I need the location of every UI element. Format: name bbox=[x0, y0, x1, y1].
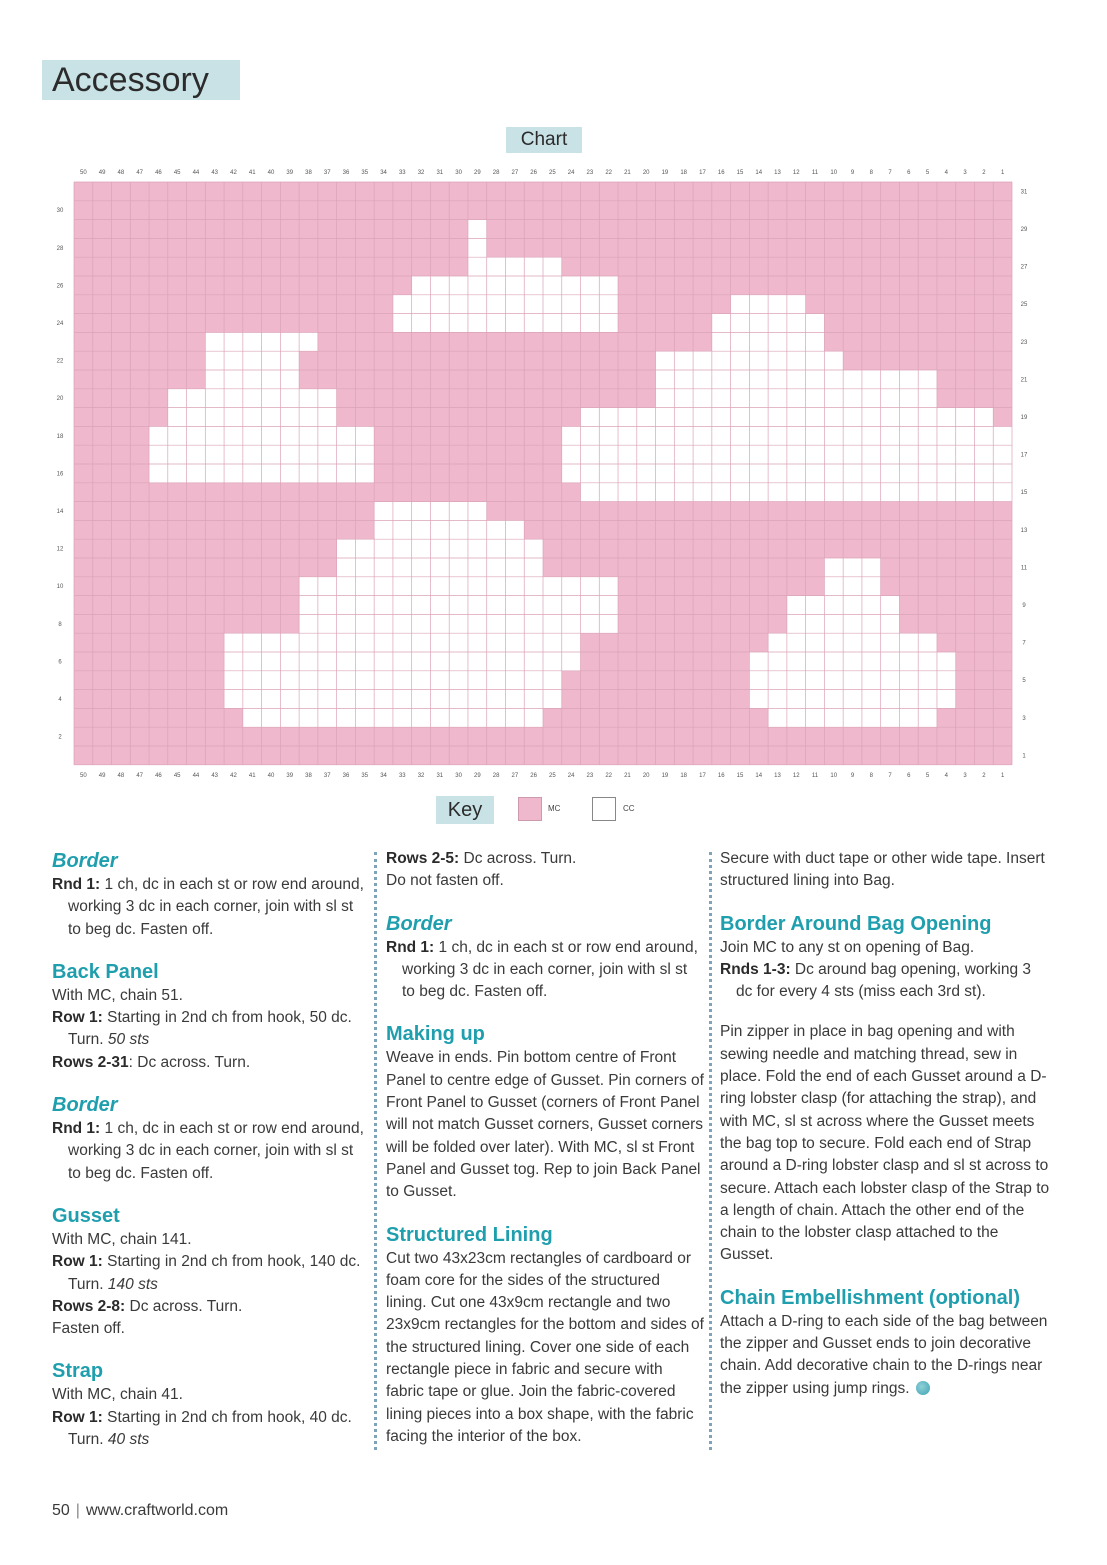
column-number: 42 bbox=[230, 170, 237, 176]
instruction: Rnds 1-3: Dc around bag opening, working 3 dc for every 4 sts (miss each 3rd st). bbox=[720, 960, 1032, 1001]
column-number: 13 bbox=[774, 170, 781, 176]
row-number: 9 bbox=[1022, 603, 1026, 609]
column-number: 24 bbox=[567, 772, 575, 779]
column-number: 46 bbox=[155, 772, 162, 779]
heading-border: Border bbox=[386, 912, 452, 935]
row-number: 24 bbox=[56, 321, 64, 327]
column-number: 44 bbox=[192, 170, 200, 176]
column-number: 3 bbox=[963, 170, 967, 176]
cc-stitch-run bbox=[299, 577, 618, 596]
row-number: 10 bbox=[56, 584, 64, 591]
column-number: 2 bbox=[982, 772, 986, 779]
row-number: 7 bbox=[1022, 640, 1026, 647]
column-number: 32 bbox=[417, 170, 425, 176]
column-number: 28 bbox=[492, 772, 500, 779]
row-number: 4 bbox=[58, 697, 62, 703]
cc-stitch-run bbox=[299, 614, 618, 633]
column-number: 12 bbox=[792, 170, 800, 176]
column-number: 4 bbox=[944, 772, 949, 779]
section-title: Accessory bbox=[42, 60, 240, 100]
heading-border: Border bbox=[52, 1094, 118, 1117]
instruction: Row 1: Starting in 2nd ch from hook, 140 dc. Turn. 140 sts bbox=[52, 1253, 361, 1293]
column-number: 17 bbox=[699, 772, 706, 779]
row-number: 28 bbox=[56, 245, 64, 252]
column-number: 47 bbox=[136, 772, 144, 779]
page-number: 50 bbox=[52, 1502, 70, 1519]
cc-stitch-run bbox=[824, 558, 880, 577]
cc-stitch-run bbox=[468, 238, 487, 257]
cc-stitch-run bbox=[337, 558, 543, 577]
instruction: With MC, chain 51. bbox=[52, 986, 183, 1004]
cc-swatch bbox=[592, 797, 616, 821]
instruction: With MC, chain 41. bbox=[52, 1386, 183, 1404]
instruction: Cut two 43x23cm rectangles of cardboard or foam core for the sides of the structured lining. Cut one 43x9cm rectangle and two 23x9cm rectangles for the bottom and sides of the structured lining. Cover one side of each rectangle piece in fabric and secure with fabric tape or glue. Join the fabric-covered lining pieces into a box shape, with the fabric facing the interior of the box. bbox=[386, 1249, 704, 1445]
column-number: 18 bbox=[680, 772, 688, 779]
instruction: Pin zipper in place in bag opening and with sewing needle and matching thread, sew in place. Fold the end of each Gusset around a D-ring lobster clasp (for attaching the strap), and with MC, sl st across where the Gusset meets the bag top to secure. Fold each end of Strap around a D-ring lobster clasp and sl st across to secure. Attach each lobster clasp of the Strap to a length of chain. Attach the other end of the chain to the lobster clasp attached to the Gusset. bbox=[720, 1023, 1050, 1264]
instruction: Join MC to any st on opening of Bag. bbox=[720, 938, 975, 956]
column-number: 20 bbox=[642, 170, 650, 176]
chart-title: Chart bbox=[506, 127, 582, 153]
cc-stitch-run bbox=[768, 708, 937, 727]
column-number: 29 bbox=[473, 772, 481, 779]
column-number: 9 bbox=[850, 170, 855, 176]
column-number: 50 bbox=[80, 170, 87, 176]
instruction: Attach a D-ring to each side of the bag between the zipper and Gusset ends to join decorative chain. Add decorative chain to the D-rings near the zipper using jump rings. bbox=[720, 1312, 1048, 1397]
heading-making-up: Making up bbox=[386, 1023, 485, 1046]
cc-stitch-run bbox=[749, 690, 955, 709]
column-number: 11 bbox=[811, 170, 819, 176]
column-number: 36 bbox=[342, 170, 350, 176]
column-number: 29 bbox=[473, 170, 481, 176]
row-number: 8 bbox=[58, 621, 62, 628]
cc-stitch-run bbox=[205, 351, 299, 370]
instructions-column-2 bbox=[386, 848, 704, 1448]
column-number: 27 bbox=[511, 772, 519, 779]
column-number: 37 bbox=[323, 772, 331, 779]
row-number: 21 bbox=[1020, 377, 1028, 384]
column-number: 39 bbox=[286, 170, 294, 176]
row-number: 22 bbox=[56, 358, 64, 365]
column-number: 44 bbox=[192, 772, 200, 779]
column-number: 21 bbox=[624, 170, 631, 176]
yarn-ball-icon bbox=[916, 1381, 930, 1395]
column-number: 38 bbox=[305, 170, 312, 176]
cc-stitch-run bbox=[224, 633, 580, 652]
heading-border-around-bag-opening: Border Around Bag Opening bbox=[720, 912, 992, 935]
footer-divider: | bbox=[75, 1502, 80, 1519]
column-number: 32 bbox=[417, 772, 425, 779]
column-number: 22 bbox=[605, 170, 613, 176]
column-number: 36 bbox=[342, 772, 350, 779]
column-number: 25 bbox=[549, 170, 556, 176]
heading-strap: Strap bbox=[52, 1360, 104, 1383]
column-number: 14 bbox=[755, 772, 763, 779]
column-number: 12 bbox=[792, 772, 800, 779]
column-number: 10 bbox=[830, 170, 838, 176]
column-number: 16 bbox=[717, 170, 725, 176]
row-number: 29 bbox=[1020, 227, 1028, 233]
instruction: Row 1: Starting in 2nd ch from hook, 40 dc. Turn. 40 sts bbox=[52, 1408, 352, 1449]
row-number: 6 bbox=[58, 659, 62, 666]
instruction: With MC, chain 141. bbox=[52, 1230, 192, 1248]
column-number: 45 bbox=[173, 772, 181, 779]
column-number: 16 bbox=[717, 772, 725, 779]
column-number: 19 bbox=[661, 170, 669, 176]
heading-structured-lining: Structured Lining bbox=[386, 1223, 553, 1246]
column-number: 35 bbox=[361, 170, 369, 176]
column-number: 3 bbox=[963, 772, 967, 779]
column-number: 15 bbox=[736, 772, 744, 779]
column-number: 6 bbox=[907, 170, 911, 176]
row-number: 17 bbox=[1020, 452, 1028, 459]
instruction: Rows 2-31: Dc across. Turn. bbox=[52, 1053, 251, 1071]
column-number: 2 bbox=[982, 170, 986, 176]
column-number: 20 bbox=[642, 772, 650, 779]
column-number: 40 bbox=[267, 772, 275, 779]
column-number: 48 bbox=[117, 772, 125, 779]
cc-stitch-run bbox=[337, 539, 543, 558]
cc-stitch-run bbox=[168, 408, 337, 427]
row-number: 14 bbox=[56, 509, 64, 515]
column-number: 48 bbox=[117, 170, 125, 176]
column-number: 34 bbox=[380, 170, 387, 176]
column-number: 27 bbox=[511, 170, 519, 176]
column-number: 22 bbox=[605, 772, 613, 779]
instruction: Weave in ends. Pin bottom centre of Front Panel to centre edge of Gusset. Pin corners of Front Panel to Gusset (corners of Front Panel will not match Gusset corners, Gusset corners will be folded over later). With MC, sl st Front Panel and Gusset tog. Rep to join Back Panel to Gusset. bbox=[386, 1049, 704, 1201]
row-number: 5 bbox=[1022, 678, 1026, 685]
row-number: 20 bbox=[56, 396, 64, 403]
key-title: Key bbox=[436, 796, 494, 824]
cc-stitch-run bbox=[749, 652, 955, 671]
mc-swatch bbox=[518, 797, 542, 821]
cc-stitch-run bbox=[581, 483, 1012, 502]
column-number: 46 bbox=[155, 170, 162, 176]
column-number: 25 bbox=[549, 772, 556, 779]
column-number: 41 bbox=[248, 772, 256, 779]
column-number: 23 bbox=[586, 170, 594, 176]
column-number: 4 bbox=[944, 170, 949, 176]
row-number: 27 bbox=[1020, 264, 1028, 271]
column-number: 24 bbox=[567, 170, 575, 176]
colorwork-chart bbox=[48, 155, 1048, 791]
row-number: 23 bbox=[1020, 339, 1028, 346]
column-divider bbox=[374, 852, 377, 1450]
column-number: 14 bbox=[755, 170, 763, 176]
column-number: 8 bbox=[869, 170, 873, 176]
instructions-column-1 bbox=[52, 848, 368, 1451]
column-number: 30 bbox=[455, 170, 462, 176]
column-number: 31 bbox=[436, 170, 444, 176]
column-number: 43 bbox=[211, 170, 219, 176]
heading-back-panel: Back Panel bbox=[52, 960, 159, 983]
column-number: 26 bbox=[530, 772, 537, 779]
cc-stitch-run bbox=[468, 257, 562, 276]
column-number: 37 bbox=[323, 170, 331, 176]
column-number: 17 bbox=[699, 170, 706, 176]
column-number: 43 bbox=[211, 772, 219, 779]
cc-label: CC bbox=[623, 804, 635, 813]
column-number: 47 bbox=[136, 170, 144, 176]
column-number: 18 bbox=[680, 170, 688, 176]
row-number: 15 bbox=[1020, 490, 1028, 497]
column-number: 7 bbox=[888, 772, 892, 779]
column-number: 30 bbox=[455, 772, 462, 779]
heading-gusset: Gusset bbox=[52, 1204, 120, 1227]
row-number: 16 bbox=[56, 471, 64, 478]
column-number: 5 bbox=[925, 170, 930, 176]
instruction: Fasten off. bbox=[52, 1320, 125, 1338]
cc-stitch-run bbox=[299, 596, 618, 615]
column-number: 45 bbox=[173, 170, 181, 176]
column-number: 26 bbox=[530, 170, 537, 176]
column-number: 21 bbox=[624, 772, 631, 779]
cc-stitch-run bbox=[412, 276, 618, 295]
row-number: 19 bbox=[1020, 415, 1028, 421]
column-number: 34 bbox=[380, 772, 387, 779]
instruction: Row 1: Starting in 2nd ch from hook, 50 dc. Turn. 50 sts bbox=[52, 1009, 352, 1049]
instruction: Rnd 1: 1 ch, dc in each st or row end around, working 3 dc in each corner, join with sl st to beg dc. Fasten off. bbox=[386, 938, 698, 1001]
column-number: 9 bbox=[850, 772, 855, 779]
row-number: 30 bbox=[56, 208, 64, 215]
column-number: 50 bbox=[80, 772, 87, 779]
column-number: 31 bbox=[436, 772, 444, 779]
column-number: 1 bbox=[1000, 772, 1005, 779]
cc-stitch-run bbox=[468, 220, 487, 239]
column-number: 38 bbox=[305, 772, 312, 779]
column-number: 35 bbox=[361, 772, 369, 779]
column-number: 11 bbox=[811, 772, 819, 779]
heading-chain-embellishment: Chain Embellishment (optional) bbox=[720, 1286, 1021, 1309]
row-number: 11 bbox=[1020, 565, 1028, 572]
column-number: 49 bbox=[98, 170, 106, 176]
column-number: 49 bbox=[98, 772, 106, 779]
instruction: Rnd 1: 1 ch, dc in each st or row end around, working 3 dc in each corner, join with sl st to beg dc. Fasten off. bbox=[52, 1120, 364, 1182]
row-number: 2 bbox=[58, 734, 62, 741]
instruction: Do not fasten off. bbox=[386, 872, 504, 890]
cc-stitch-run bbox=[656, 389, 937, 408]
column-number: 10 bbox=[830, 772, 838, 779]
column-number: 13 bbox=[774, 772, 781, 779]
column-number: 41 bbox=[248, 170, 256, 176]
column-number: 8 bbox=[869, 772, 873, 779]
column-number: 28 bbox=[492, 170, 500, 176]
mc-label: MC bbox=[548, 804, 561, 813]
row-number: 25 bbox=[1020, 302, 1028, 309]
column-number: 33 bbox=[398, 772, 406, 779]
column-number: 6 bbox=[907, 772, 911, 779]
column-number: 39 bbox=[286, 772, 294, 779]
website: www.craftworld.com bbox=[85, 1502, 229, 1519]
row-number: 26 bbox=[56, 283, 64, 290]
row-number: 12 bbox=[56, 546, 64, 553]
row-number: 3 bbox=[1022, 715, 1026, 722]
instruction: Rows 2-5: Dc across. Turn. bbox=[386, 850, 577, 867]
cc-stitch-run bbox=[768, 633, 937, 652]
column-number: 42 bbox=[230, 772, 237, 779]
row-number: 13 bbox=[1020, 527, 1028, 534]
column-number: 1 bbox=[1000, 170, 1005, 176]
instruction: Secure with duct tape or other wide tape. Insert structured lining into Bag. bbox=[720, 850, 1045, 890]
row-number: 1 bbox=[1022, 753, 1026, 760]
heading-border: Border bbox=[52, 850, 118, 872]
column-number: 5 bbox=[925, 772, 930, 779]
cc-stitch-run bbox=[656, 370, 937, 389]
page-footer bbox=[52, 1502, 228, 1520]
row-number: 18 bbox=[56, 433, 64, 440]
instruction: Rnd 1: 1 ch, dc in each st or row end around, working 3 dc in each corner, join with sl st to beg dc. Fasten off. bbox=[52, 876, 364, 938]
column-number: 23 bbox=[586, 772, 594, 779]
column-number: 15 bbox=[736, 170, 744, 176]
column-number: 33 bbox=[398, 170, 406, 176]
cc-stitch-run bbox=[168, 389, 337, 408]
row-number: 31 bbox=[1020, 189, 1028, 196]
cc-stitch-run bbox=[224, 652, 580, 671]
cc-stitch-run bbox=[205, 370, 299, 389]
column-number: 19 bbox=[661, 772, 669, 779]
instruction: Rows 2-8: Dc across. Turn. bbox=[52, 1297, 243, 1315]
cc-stitch-run bbox=[749, 671, 955, 690]
cc-stitch-run bbox=[824, 577, 880, 596]
column-number: 7 bbox=[888, 170, 892, 176]
instructions-column-3 bbox=[720, 848, 1050, 1400]
column-number: 40 bbox=[267, 170, 275, 176]
column-divider bbox=[709, 852, 712, 1450]
